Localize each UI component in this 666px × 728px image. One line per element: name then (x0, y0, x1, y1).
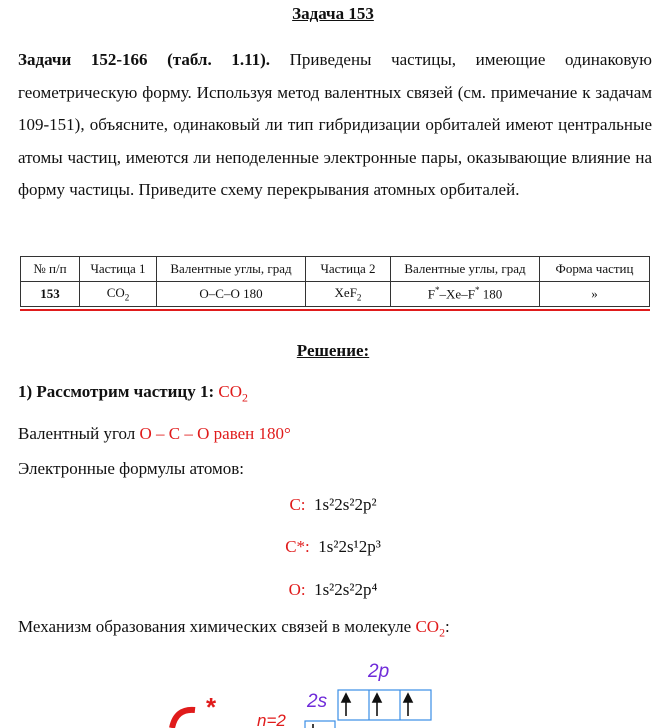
header-angle1: Валентные углы, град (157, 257, 306, 282)
table-red-underline (20, 309, 650, 311)
angle2-sup1: * (435, 285, 440, 296)
formula-carbon-label: С: (289, 495, 306, 514)
table-row (21, 282, 650, 307)
angle2-sup2: * (474, 285, 480, 296)
particle1-formula: CO (106, 285, 125, 301)
label-2s: 2s (307, 691, 328, 712)
orbital-2p-boxes (338, 690, 431, 720)
header-angle2: Валентные углы, град (391, 257, 540, 282)
cell-num: 153 (21, 282, 80, 307)
particles-table (20, 256, 650, 307)
formula-oxygen-text: 1s²2s²2p⁴ (314, 580, 378, 599)
task-statement (18, 44, 652, 207)
mechanism-prefix: Механизм образования химических связей в молекуле (18, 617, 416, 636)
formula-oxygen (0, 580, 666, 600)
electron-arrowhead-2 (373, 694, 381, 702)
orbital-diagram (0, 650, 666, 728)
header-shape: Форма частиц (540, 257, 650, 282)
electron-formulas-label: Электронные формулы атомов: (18, 459, 245, 478)
step1-particle-sub: 2 (242, 390, 248, 405)
step1-particle-formula: CO (218, 382, 243, 401)
step1-particle (218, 382, 248, 405)
cell-particle1 (80, 282, 157, 307)
particle2-formula: XeF (334, 285, 357, 301)
solution-heading: Решение: (296, 341, 370, 360)
header-particle2: Частица 2 (306, 257, 391, 282)
header-num: № п/п (21, 257, 80, 282)
mechanism-line (18, 617, 450, 640)
particle1-subscript: 2 (124, 292, 130, 303)
label-n2: n=2 (257, 711, 286, 728)
table-header-row (21, 257, 650, 282)
orbital-2s-box (305, 721, 335, 728)
cell-angle1: O–C–O 180 (157, 282, 306, 307)
cell-angle2 (391, 282, 540, 307)
task-text: Приведены частицы, имеющие одинаковую геометрическую форму. Используя метод валентных связей (см. примечание к задачам 109-151), объясните, одинаковый ли тип гибридизации орбиталей имеют центральные атомы частиц, имеются ли неподеленные электронные пары, оказывающие влияние на форму частицы. Приведите схему перекрывания атомных орбиталей. (18, 50, 652, 199)
angle-value: О – С – О равен 180° (139, 424, 291, 443)
mechanism-particle-sub: 2 (439, 625, 446, 640)
cell-particle2 (306, 282, 391, 307)
carbon-letter-curve (172, 710, 195, 728)
header-particle1: Частица 1 (80, 257, 157, 282)
angle-line (18, 424, 291, 444)
page-title: Задача 153 (292, 4, 374, 23)
mechanism-suffix: : (445, 617, 450, 636)
formula-carbon-excited-label: С*: (285, 537, 310, 556)
carbon-star: * (206, 692, 217, 722)
electron-arrowhead-3 (404, 694, 412, 702)
mechanism-particle (415, 617, 446, 640)
step1-heading (18, 382, 248, 405)
cell-shape: » (540, 282, 650, 307)
step1-label: 1) Рассмотрим частицу 1: (18, 382, 219, 401)
particle2-subscript: 2 (356, 292, 362, 303)
formula-oxygen-label: О: (288, 580, 306, 599)
formula-carbon-excited-text: 1s²2s¹2p³ (318, 537, 381, 556)
orbital-2p-electrons (342, 694, 412, 716)
electron-arrowhead-1 (342, 694, 350, 702)
label-2p: 2p (368, 661, 390, 682)
angle2-f1: F (427, 286, 435, 302)
formula-carbon (0, 495, 666, 515)
angle2-value: 180 (479, 286, 503, 302)
angle2-mid: –Xe–F (439, 286, 475, 302)
angle-prefix: Валентный угол (18, 424, 140, 443)
task-bold-prefix: Задачи 152-166 (табл. 1.11). (18, 50, 271, 69)
mechanism-particle-formula: CO (415, 617, 440, 636)
formula-carbon-excited (0, 537, 666, 557)
formula-carbon-text: 1s²2s²2p² (314, 495, 377, 514)
